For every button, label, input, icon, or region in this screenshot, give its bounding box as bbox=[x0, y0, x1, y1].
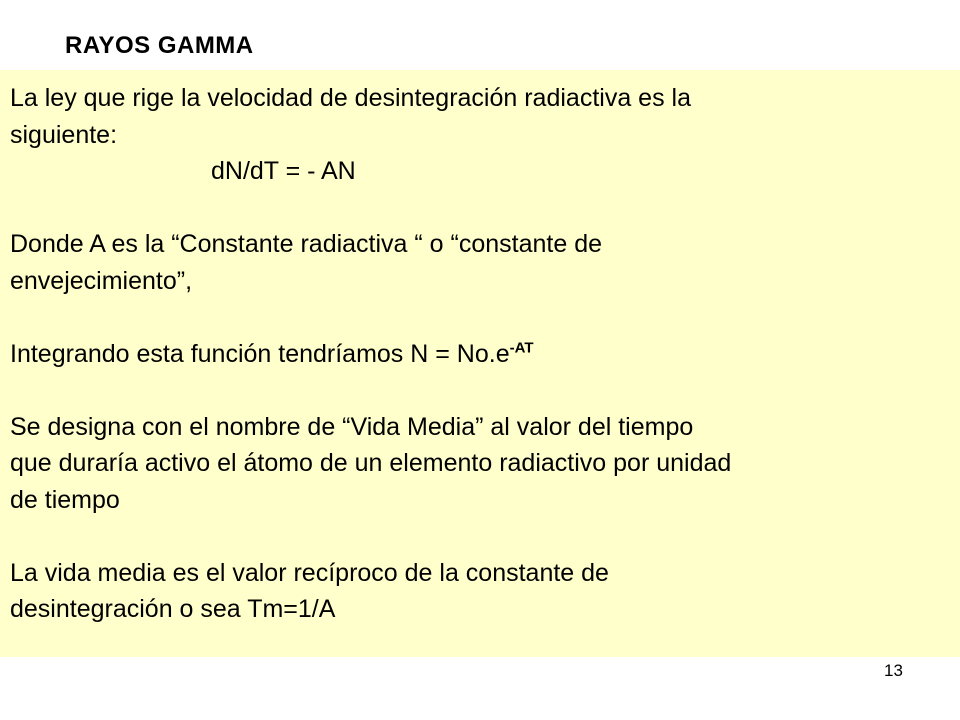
content-box bbox=[0, 70, 960, 657]
slide-title: RAYOS GAMMA bbox=[65, 32, 254, 59]
reciprocal-line-1: La vida media es el valor recíproco de la constante de bbox=[10, 558, 609, 587]
halflife-line-1: Se designa con el nombre de “Vida Media” al valor del tiempo bbox=[10, 412, 694, 441]
paragraph-gap bbox=[10, 299, 946, 336]
reciprocal-line-2: desintegración o sea Tm=1/A bbox=[10, 595, 336, 623]
decay-formula: dN/dT = - AN bbox=[211, 157, 356, 185]
intro-line-1: La ley que rige la velocidad de desintegración radiactiva es la bbox=[10, 84, 691, 112]
where-line-1: Donde A es la “Constante radiactiva “ o “constante de bbox=[10, 230, 603, 258]
paragraph-gap bbox=[10, 190, 946, 227]
halflife-line-2: que duraría activo el átomo de un elemento radiactivo por unidad bbox=[10, 449, 732, 477]
intro-line-2: siguiente: bbox=[10, 120, 118, 149]
paragraph-gap bbox=[10, 518, 946, 555]
integration-line bbox=[10, 336, 946, 373]
integration-text: Integrando esta función tendríamos N = No.e bbox=[10, 339, 510, 368]
integration-exponent: -AT bbox=[509, 339, 534, 357]
page-number: 13 bbox=[884, 661, 903, 680]
where-line-2: envejecimiento”, bbox=[10, 266, 193, 295]
halflife-line-3: de tiempo bbox=[10, 485, 120, 514]
paragraph-gap bbox=[10, 372, 946, 409]
